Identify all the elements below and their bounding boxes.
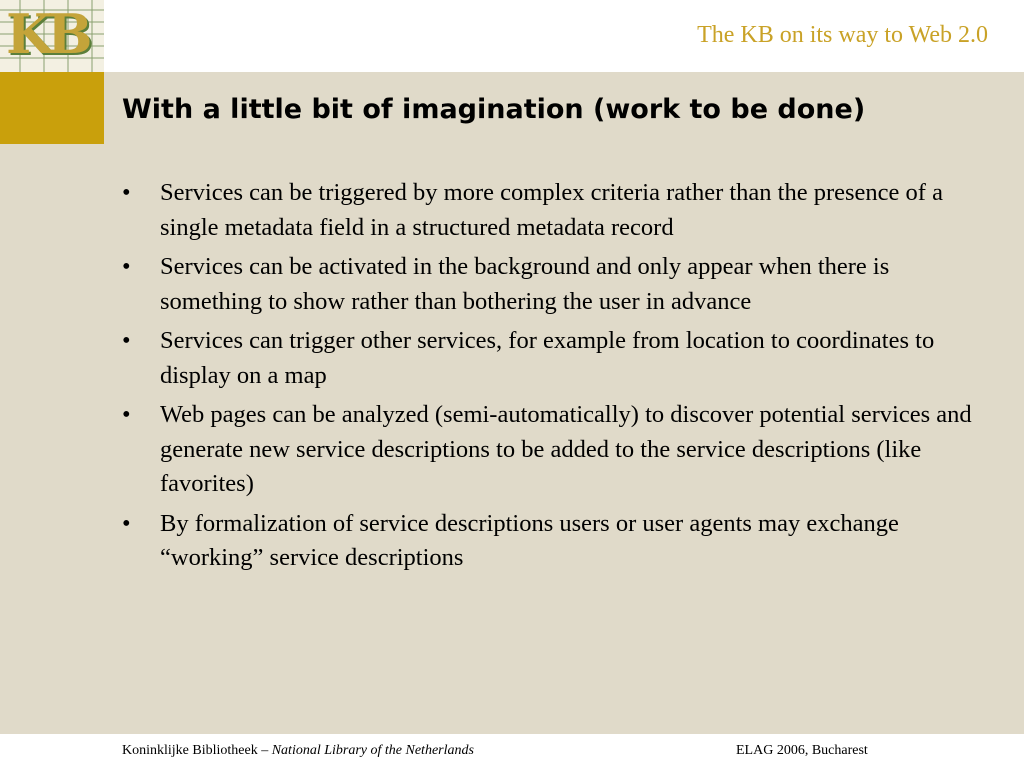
slide-content	[0, 72, 1024, 734]
header-band	[0, 0, 1024, 72]
footer	[0, 734, 1024, 768]
header-title: The KB on its way to Web 2.0	[697, 22, 988, 48]
kb-logo	[0, 0, 104, 72]
footer-event: ELAG 2006, Bucharest	[736, 743, 868, 758]
bullet-text: By formalization of service descriptions users or user agents may exchange “working” service descriptions	[160, 509, 899, 571]
footer-org-name: Koninklijke Bibliotheek –	[122, 743, 272, 758]
bullet-text: Services can be triggered by more complex criteria rather than the presence of a single metadata field in a structured metadata record	[160, 179, 943, 241]
bullet-item	[122, 176, 992, 245]
slide-title: With a little bit of imagination (work to be done)	[122, 94, 866, 125]
bullet-item	[122, 507, 992, 576]
bullet-item	[122, 324, 992, 393]
bullet-text: Services can trigger other services, for example from location to coordinates to display on a map	[160, 327, 935, 389]
bullet-text: Web pages can be analyzed (semi-automatically) to discover potential services and generate new service descriptions to be added to the service descriptions (like favorites)	[160, 401, 972, 497]
bullet-icon: •	[122, 179, 131, 206]
bullet-icon: •	[122, 253, 131, 280]
bullet-icon: •	[122, 401, 131, 428]
bullet-icon: •	[122, 509, 131, 537]
bullet-item	[122, 250, 992, 319]
bullet-text: Services can be activated in the background and only appear when there is something to show rather than bothering the user in advance	[160, 253, 890, 315]
footer-org-english: National Library of the Netherlands	[271, 743, 474, 758]
gold-accent-block	[0, 72, 104, 144]
bullet-item	[122, 398, 992, 502]
logo-text: KB	[6, 2, 87, 66]
footer-organization	[122, 743, 474, 759]
bullet-icon: •	[122, 327, 131, 354]
bullet-list	[122, 176, 992, 581]
